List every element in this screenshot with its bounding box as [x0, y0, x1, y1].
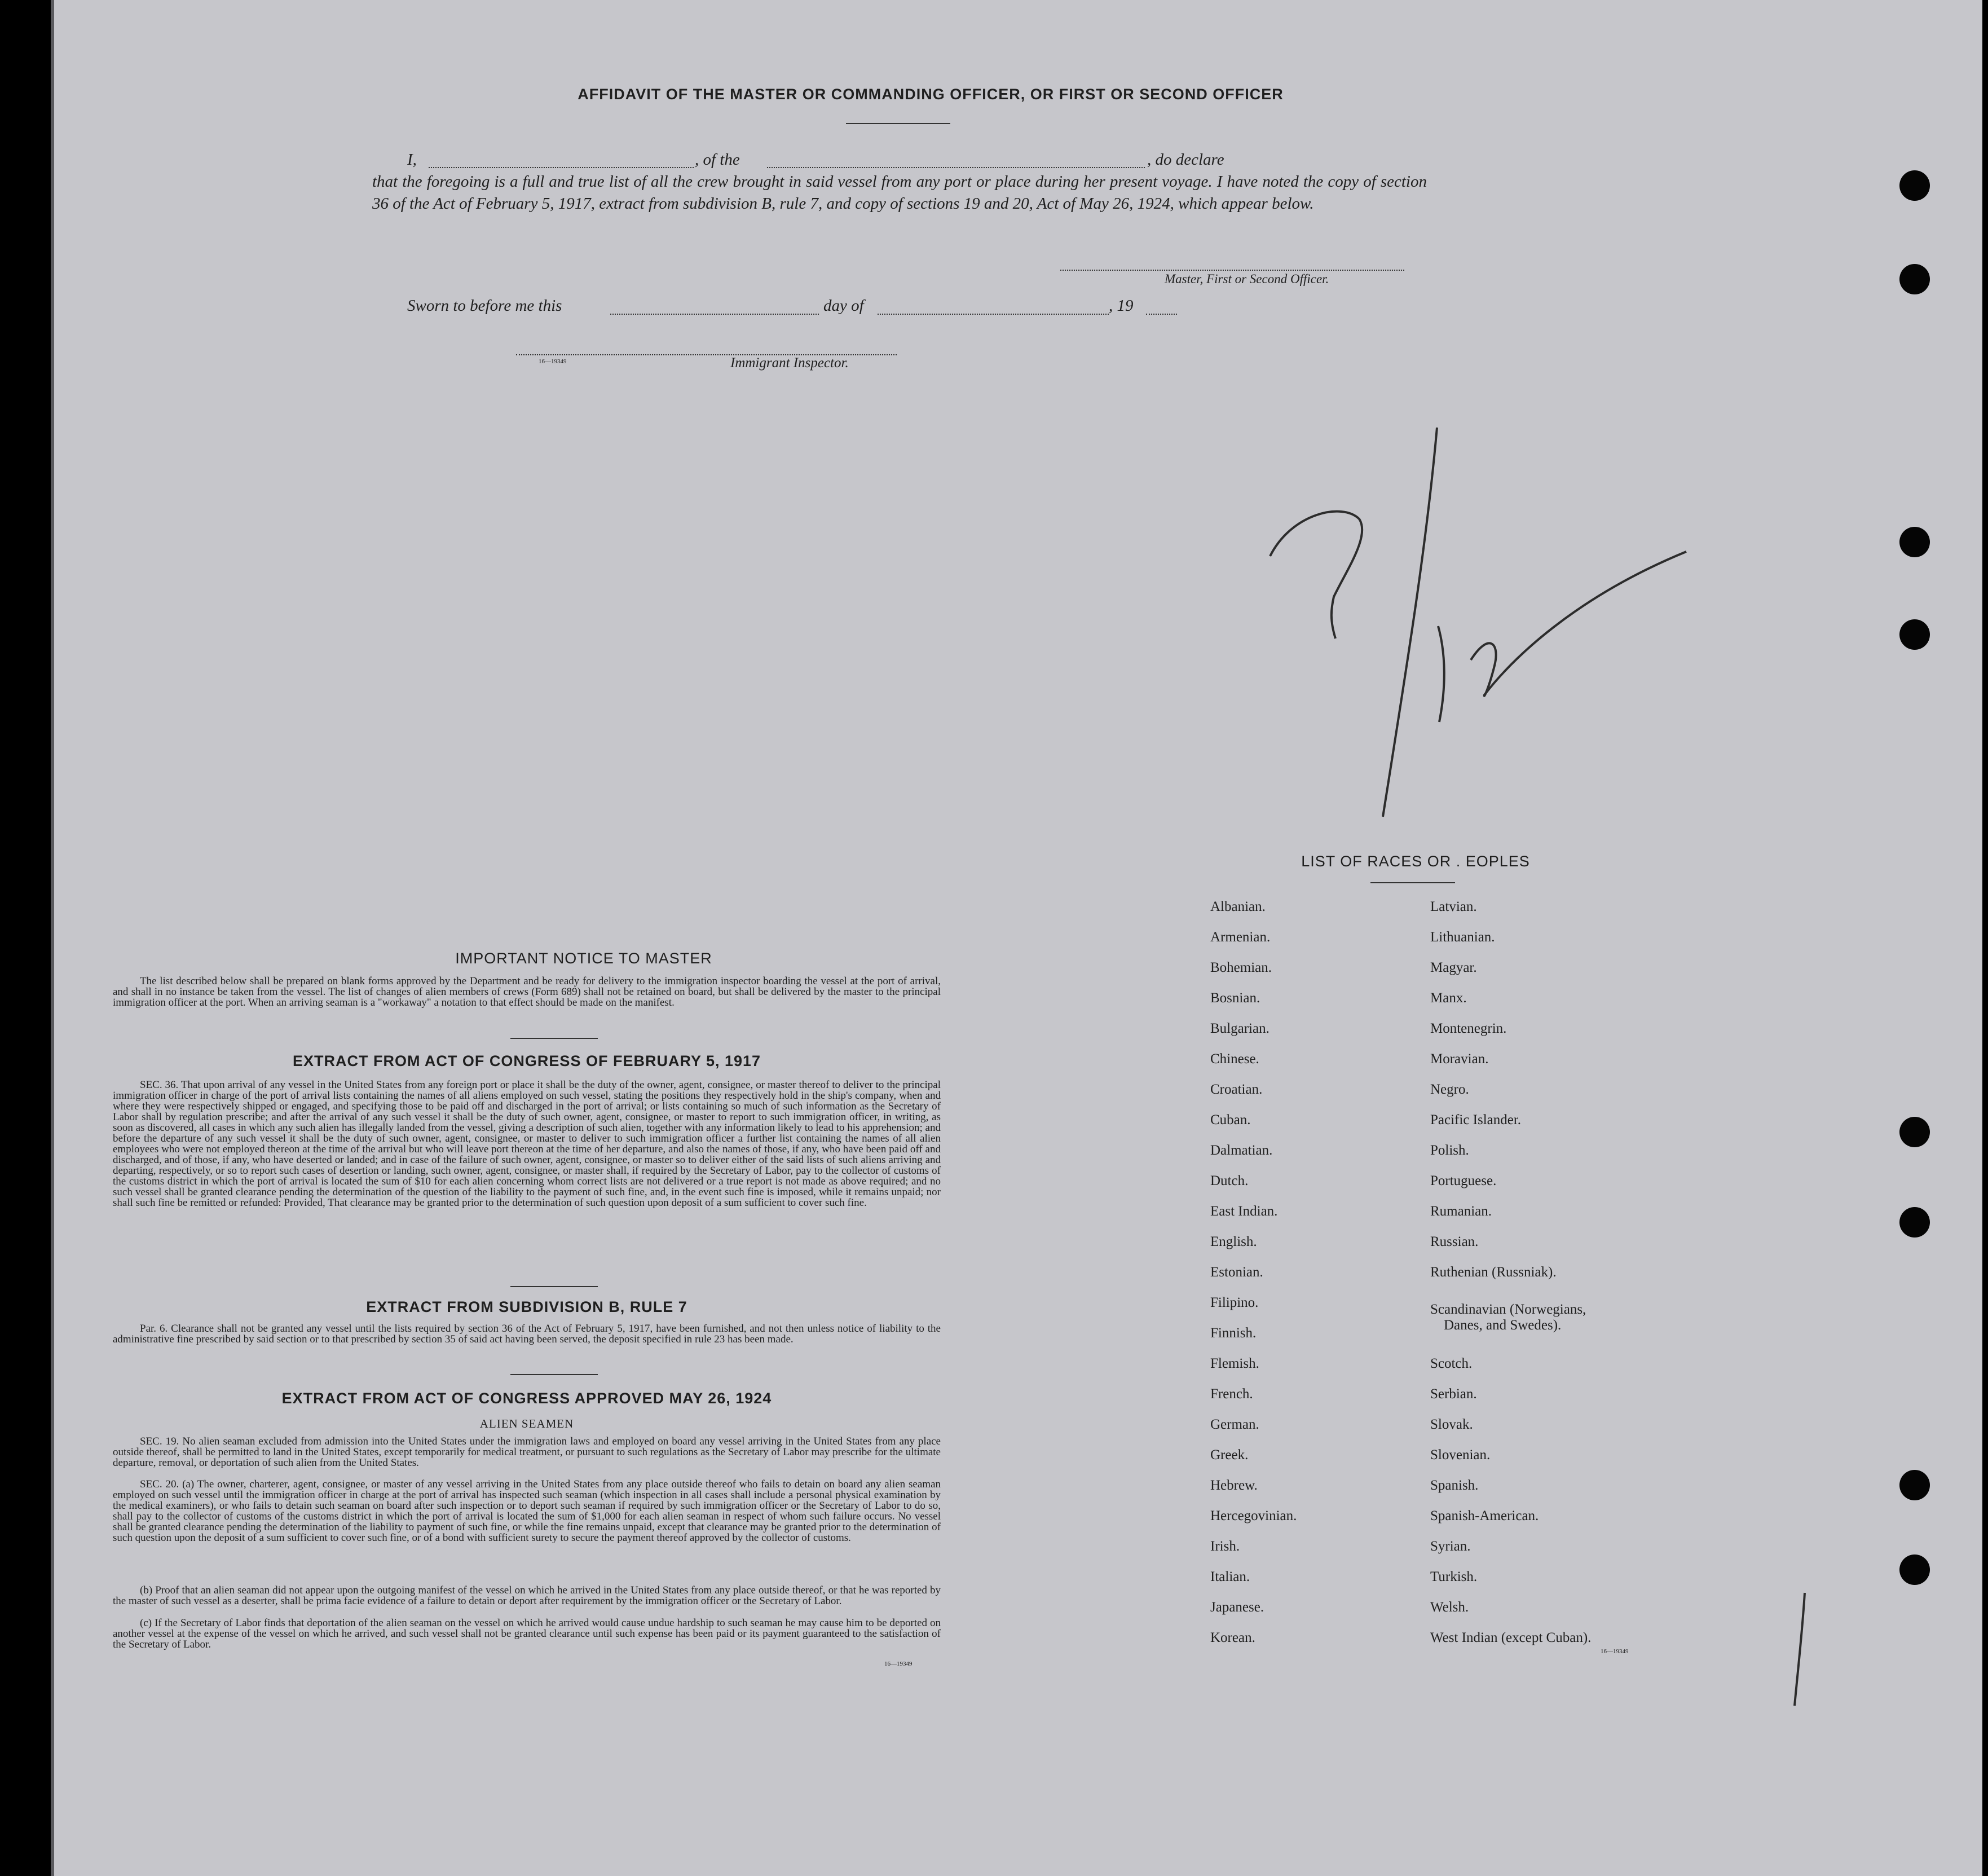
affidavit-declaration-block	[372, 149, 1427, 215]
sec20b-body: (b) Proof that an alien seaman did not appear upon the outgoing manifest of the vessel on which he arrived in the United States from any place outside thereof, or that he was reported by the master of such vessel as a deserter, shall be prima facie evidence of a failure to detain or deport after requirement by the immigration officer or the Secretary of Labor.	[113, 1584, 941, 1607]
race-item: Bohemian.	[1210, 960, 1272, 975]
race-item: Negro.	[1430, 1082, 1469, 1097]
race-item: Welsh.	[1430, 1600, 1469, 1615]
race-item: Hebrew.	[1210, 1478, 1258, 1493]
binder-hole-icon	[1899, 619, 1930, 650]
races-title: LIST OF RACES OR . EOPLES	[1301, 853, 1530, 870]
race-item: Danes, and Swedes).	[1444, 1318, 1562, 1333]
binder-hole-icon	[1899, 1207, 1930, 1238]
handwriting-two-stroke	[1471, 552, 1686, 696]
binder-hole-icon	[1899, 527, 1930, 557]
sec20c-body: (c) If the Secretary of Labor finds that deportation of the alien seaman on the vessel on which he arrived would cause undue hardship to such seaman he may cause him to be deported on another vessel at the expense of the vessel on which he arrived, and such vessel shall not be granted clearance until such expense has been paid or its payment guaranteed to the satisfaction of the Secretary of Labor.	[113, 1617, 941, 1650]
signature-label: Master, First or Second Officer.	[1165, 272, 1329, 286]
notice-title: IMPORTANT NOTICE TO MASTER	[455, 950, 712, 967]
notice-body: The list described below shall be prepared on blank forms approved by the Department and be ready for delivery to the immigration inspector boarding the vessel at the port of arrival, and shall in no instance be taken from the vessel. The list of changes of alien members of crews (Form 689) shall not be retained on board, but shall be delivered by the master to the principal immigration officer at the port. When an arriving seaman is a "workaway" a notation to that effect should be made on the manifest.	[113, 975, 941, 1009]
title-divider	[846, 123, 950, 124]
race-item: Greek.	[1210, 1447, 1249, 1463]
race-item: Russian.	[1430, 1234, 1479, 1249]
extract-1924-title: EXTRACT FROM ACT OF CONGRESS APPROVED MAY 26, 1924	[281, 1390, 772, 1407]
section-divider	[510, 1374, 598, 1375]
form-number: 16—19349	[1601, 1648, 1629, 1655]
race-item: German.	[1210, 1417, 1259, 1432]
alien-seamen-subtitle: ALIEN SEAMEN	[479, 1417, 574, 1430]
inspector-label: Immigrant Inspector.	[730, 355, 849, 371]
handwriting-seven-stroke	[1270, 512, 1362, 638]
race-item: Finnish.	[1210, 1325, 1257, 1341]
binder-hole-icon	[1899, 1554, 1930, 1585]
race-item: Dutch.	[1210, 1173, 1249, 1188]
handwriting-slash-stroke	[1383, 428, 1437, 817]
race-item: Chinese.	[1210, 1051, 1259, 1067]
tick-stroke	[1795, 1593, 1805, 1706]
race-item: Manx.	[1430, 990, 1467, 1006]
race-item: Albanian.	[1210, 899, 1266, 914]
race-item: French.	[1210, 1386, 1253, 1402]
affidavit-title: AFFIDAVIT OF THE MASTER OR COMMANDING OFFICER, OR FIRST OR SECOND OFFICER	[578, 86, 1284, 103]
race-item: Ruthenian (Russniak).	[1430, 1265, 1557, 1280]
form-number: 16—19349	[884, 1661, 913, 1667]
race-item: Slovak.	[1430, 1417, 1473, 1432]
race-item: Scotch.	[1430, 1356, 1473, 1371]
race-item: Filipino.	[1210, 1295, 1259, 1310]
race-item: Cuban.	[1210, 1112, 1251, 1128]
of-the-label: , of the	[695, 151, 740, 169]
section-divider	[510, 1286, 598, 1287]
race-item: Flemish.	[1210, 1356, 1259, 1371]
binder-hole-icon	[1899, 1117, 1930, 1147]
race-item: Latvian.	[1430, 899, 1477, 914]
year-field[interactable]	[1146, 314, 1177, 315]
signature-line[interactable]	[1060, 270, 1404, 271]
declaration-text: that the foregoing is a full and true list of all the crew brought in said vessel from any port or place during her present voyage. I have noted the copy of section 36 of the Act of February 5, 1917, extract from subdivision B, rule 7, and copy of sections 19 and 20, Act of May 26, 1924, which appear below.	[372, 173, 1427, 213]
binder-hole-icon	[1899, 264, 1930, 294]
handwriting-one-stroke	[1438, 626, 1444, 722]
race-item: Estonian.	[1210, 1265, 1263, 1280]
race-item: Turkish.	[1430, 1569, 1478, 1584]
race-item: English.	[1210, 1234, 1257, 1249]
race-item: Serbian.	[1430, 1386, 1477, 1402]
form-number: 16—19349	[539, 358, 567, 365]
sworn-label: Sworn to before me this	[407, 297, 562, 315]
race-item: Italian.	[1210, 1569, 1250, 1584]
race-item: Spanish.	[1430, 1478, 1479, 1493]
race-item: Lithuanian.	[1430, 930, 1495, 945]
race-item: Montenegrin.	[1430, 1021, 1507, 1036]
race-item: Irish.	[1210, 1539, 1240, 1554]
name-field[interactable]	[429, 167, 694, 168]
race-item: Syrian.	[1430, 1539, 1471, 1554]
handwritten-tick	[1788, 1591, 1810, 1709]
i-label: I,	[407, 151, 417, 169]
race-item: Japanese.	[1210, 1600, 1264, 1615]
rule7-title: EXTRACT FROM SUBDIVISION B, RULE 7	[366, 1298, 687, 1315]
race-item: Scandinavian (Norwegians,	[1430, 1302, 1586, 1317]
do-declare-label: , do declare	[1147, 151, 1224, 169]
race-item: Bosnian.	[1210, 990, 1260, 1006]
page-edge-shadow	[51, 0, 54, 1876]
races-divider	[1370, 882, 1455, 883]
race-item: Croatian.	[1210, 1082, 1263, 1097]
year-label: , 19	[1109, 297, 1134, 315]
race-item: Polish.	[1430, 1143, 1469, 1158]
race-item: Bulgarian.	[1210, 1021, 1270, 1036]
race-item: Hercegovinian.	[1210, 1508, 1297, 1523]
binder-hole-icon	[1899, 1470, 1930, 1500]
race-item: West Indian (except Cuban).	[1430, 1630, 1592, 1645]
race-item: Pacific Islander.	[1430, 1112, 1522, 1128]
sec19-body: SEC. 19. No alien seaman excluded from admission into the United States under the immigration laws and employed on board any vessel arriving in the United States from any place outside thereof, shall be permitted to land in the United States, except temporarily for medical treatment, or pursuant to such regulations as the Secretary of Labor may prescribe for the ultimate departure, removal, or deportation of such alien from the United States.	[113, 1435, 941, 1469]
section-divider	[510, 1038, 598, 1039]
extract-1917-title: EXTRACT FROM ACT OF CONGRESS OF FEBRUARY 5, 1917	[292, 1053, 761, 1069]
handwritten-mark	[1258, 417, 1709, 846]
binder-hole-icon	[1899, 170, 1930, 201]
day-of-label: day of	[823, 297, 864, 315]
race-item: Slovenian.	[1430, 1447, 1491, 1463]
extract-1917-body: SEC. 36. That upon arrival of any vessel in the United States from any foreign port or place it shall be the duty of the owner, agent, consignee, or master thereof to deliver to the principal immigration officer in charge of the port of arrival lists containing the names of all aliens employed on such vessel, stating the positions they respectively hold in the ship's company, when and where they were respectively shipped or engaged, and specifying those to be paid off and discharged in the port of arrival; or lists containing so much of such information as the Secretary of Labor shall by regulation prescribe; and after the arrival of any such vessel it shall be the duty of such owner, agent, consignee, or master to report to such immigration officer, in writing, as soon as discovered, all cases in which any such alien has illegally landed from the vessel, giving a description of such alien, together with any information likely to lead to his apprehension; and before the departure of any such vessel it shall be the duty of such owner, agent, consignee, or master to deliver to such immigration officer a further list containing the names of all alien employees who were not employed thereon at the time of the arrival but who will leave port thereon at the time of her departure, and also the names of those, if any, who have been paid off and discharged, and of those, if any, who have deserted or landed; and in case of the failure of such owner, agent, consignee, or master so to deliver either of the said lists of such aliens arriving and departing, respectively, or so to report such cases of desertion or landing, such owner, agent, consignee, or master shall, if required by the Secretary of Labor, pay to the collector of customs of the customs district in which the port of arrival is located the sum of $10 for each alien concerning whom correct lists are not delivered or a true report is not made as above required; and no such vessel shall be granted clearance pending the determination of the question of the liability to the payment of such fine, and, in the event such fine is imposed, while it remains unpaid; nor shall such fine be remitted or refunded: Provided, That clearance may be granted prior to the determination of such question upon deposit of a sum sufficient to cover such fine.	[113, 1079, 941, 1209]
race-item: Rumanian.	[1430, 1204, 1492, 1219]
month-field[interactable]	[878, 314, 1109, 315]
sworn-date-field[interactable]	[610, 314, 819, 315]
vessel-field[interactable]	[767, 167, 1145, 168]
race-item: Moravian.	[1430, 1051, 1489, 1067]
race-item: Spanish-American.	[1430, 1508, 1539, 1523]
race-item: Armenian.	[1210, 930, 1271, 945]
rule7-body: Par. 6. Clearance shall not be granted any vessel until the lists required by section 36 of the Act of February 5, 1917, have been furnished, and not then unless notice of liability to the administrative fine prescribed by said section or to that prescribed by section 35 of said act having been served, the deposit specified in rule 23 has been made.	[113, 1323, 941, 1345]
race-item: Dalmatian.	[1210, 1143, 1273, 1158]
race-item: Portuguese.	[1430, 1173, 1497, 1188]
race-item: Korean.	[1210, 1630, 1255, 1645]
race-item: East Indian.	[1210, 1204, 1278, 1219]
sec20a-body: SEC. 20. (a) The owner, charterer, agent, consignee, or master of any vessel arriving in the United States from any place outside thereof who fails to detain on board any alien seaman employed on such vessel until the immigration officer in charge at the port of arrival has inspected such seaman (which inspection in all cases shall include a personal physical examination by the medical examiners), or who fails to detain such seaman on board after such inspection or to deport such seaman if required by such immigration officer or the Secretary of Labor to do so, shall pay to the collector of customs of the customs district in which the port of arrival is located the sum of $1,000 for each alien seaman in respect of whom such failure occurs. No vessel shall be granted clearance pending the determination of the liability to payment of such fine, or while the fine remains unpaid, except that clearance may be granted prior to the determination of such question upon the deposit of a sum sufficient to cover such fine, or of a bond with sufficient surety to secure the payment thereof approved by the collector of customs.	[113, 1478, 941, 1544]
race-item: Magyar.	[1430, 960, 1477, 975]
